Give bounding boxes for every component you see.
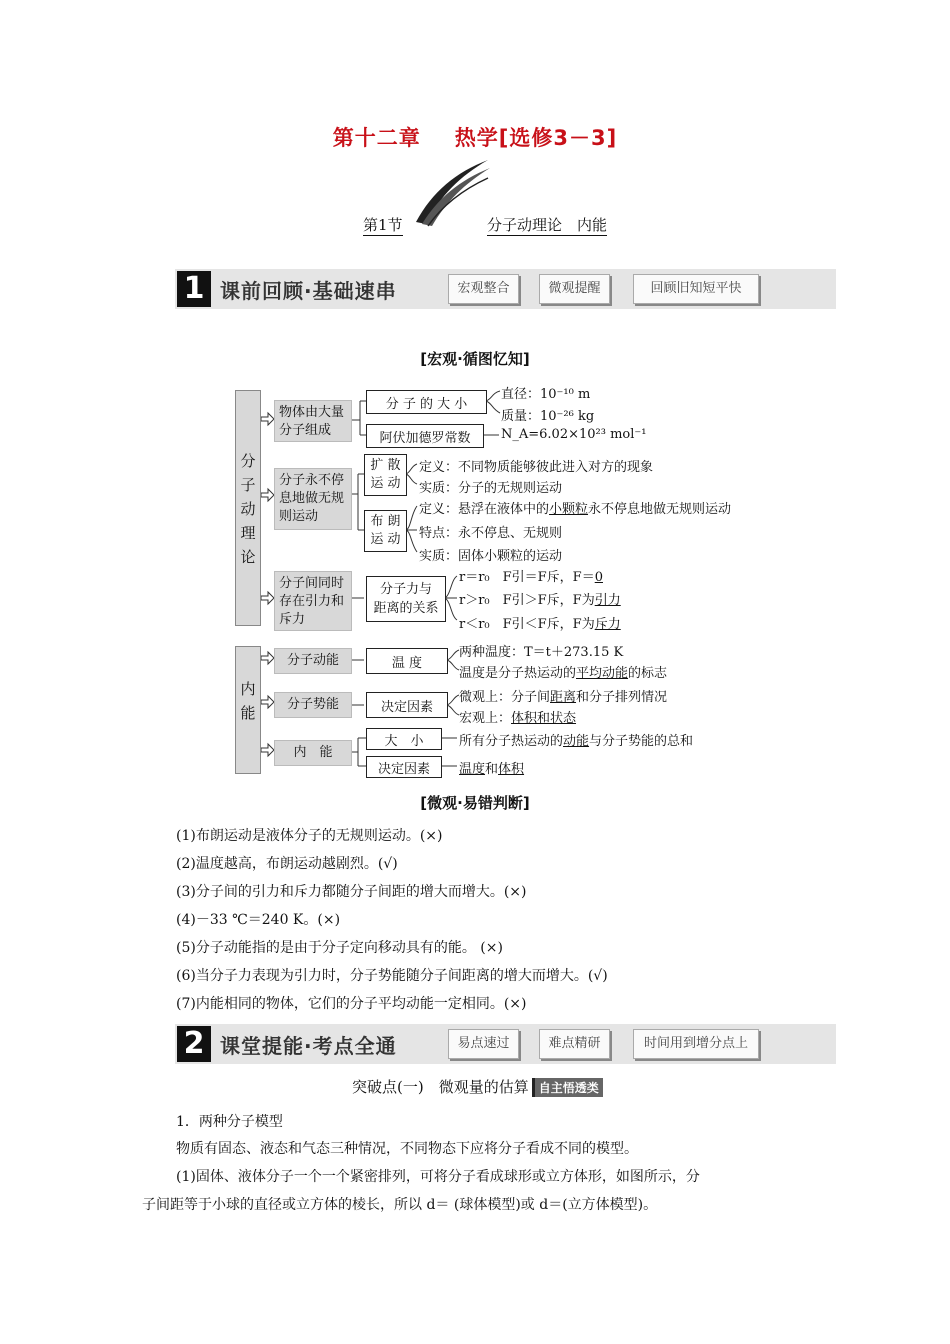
macro-title: [宏观·循图忆知] [420,350,530,368]
branch-internal: 内 能 [274,740,352,766]
section-title: 分子动理论 内能 [487,216,608,234]
judgement-2: (2)温度越高，布朗运动越剧烈。(√) [176,856,398,872]
judgement-5: (5)分子动能指的是由于分子定向移动具有的能。 (×) [176,940,503,956]
label-mass: 质量：10⁻²⁶ kg [501,409,595,424]
judgement-4: (4)－33 ℃＝240 K。(×) [176,912,341,928]
box-diffusion: 扩 散 运 动 [364,454,407,496]
tag-macro: 宏观整合 [448,274,519,304]
box-size: 分 子 的 大 小 [366,390,487,414]
group-molecular-theory: 分子动理论 [235,390,261,626]
box-factor-2: 决定因素 [366,756,442,778]
label-two-temperatures: 两种温度：T＝t＋273.15 K [459,645,624,660]
group-internal-energy: 内能 [235,646,261,774]
chapter-number: 第十二章 [332,126,421,150]
judgement-3: (3)分子间的引力和斥力都随分子间距的增大而增大。(×) [176,884,527,900]
label-internal-magnitude: 所有分子热运动的动能与分子势能的总和 [459,734,694,749]
label-internal-factors: 温度和体积 [459,762,525,777]
tag-micro: 微观提醒 [539,274,610,304]
banner-number: 1 [177,271,211,307]
banner-title: 课前回顾·基础速串 [220,279,397,303]
tag-review: 回顾旧知短平快 [633,274,759,304]
branch-motion: 分子永不停息地做无规则运动 [274,468,352,530]
banner-number: 2 [177,1026,211,1062]
label-potential-micro: 微观上：分子间距离和分子排列情况 [459,690,668,705]
judgement-6: (6)当分子力表现为引力时，分子势能随分子间距离的增大而增大。(√) [176,968,608,984]
tag-easy: 易点速过 [448,1029,519,1059]
body-paragraph-1: 物质有固态、液态和气态三种情况，不同物态下应将分子看成不同的模型。 [176,1141,638,1157]
label-temperature-sign: 温度是分子热运动的平均动能的标志 [459,666,668,681]
box-brownian: 布 朗 运 动 [364,510,407,552]
body-heading: 1．两种分子模型 [176,1114,283,1130]
label-brownian-essence: 实质：固体小颗粒的运动 [419,549,563,564]
micro-title: [微观·易错判断] [420,794,530,812]
banner-section-2 [175,1024,836,1064]
box-force-distance: 分子力与 距离的关系 [366,576,446,622]
branch-composition: 物体由大量分子组成 [274,400,352,442]
branch-potential: 分子势能 [274,692,352,718]
judgement-7: (7)内能相同的物体，它们的分子平均动能一定相同。(×) [176,996,527,1012]
label-brownian-feature: 特点：永不停息、无规则 [419,526,563,541]
body-paragraph-3: 子间距等于小球的直径或立方体的棱长，所以 d＝ (球体模型)或 d＝(立方体模型)。 [142,1197,658,1213]
label-diffusion-essence: 实质：分子的无规则运动 [419,481,563,496]
breakthrough-heading [352,1076,603,1097]
judgement-1: (1)布朗运动是液体分子的无规则运动。(×) [176,828,443,844]
branch-force: 分子间同时存在引力和斥力 [274,571,352,631]
branch-kinetic: 分子动能 [274,648,352,674]
body-paragraph-2: (1)固体、液体分子一个一个紧密排列，可将分子看成球形或立方体形，如图所示，分 [176,1169,700,1185]
box-avogadro: 阿伏加德罗常数 [366,424,484,448]
label-force-less: r＜r₀ F引＜F斥，F为斥力 [459,617,621,632]
banner-title: 课堂提能·考点全通 [220,1034,397,1058]
label-diffusion-def: 定义：不同物质能够彼此进入对方的现象 [419,460,654,475]
label-diameter: 直径：10⁻¹⁰ m [501,387,591,402]
label-potential-macro: 宏观上：体积和状态 [459,711,577,726]
tag-time: 时间用到增分点上 [633,1029,759,1059]
box-temperature: 温 度 [366,648,448,674]
label-brownian-def: 定义：悬浮在液体中的小颗粒永不停息地做无规则运动 [419,502,732,517]
box-magnitude: 大 小 [366,728,442,750]
breakthrough-title: 突破点(一) 微观量的估算 [352,1078,529,1096]
box-factor: 决定因素 [366,692,448,718]
label-avogadro-value: N_A=6.02×10²³ mol⁻¹ [501,427,647,442]
breakthrough-tag: 自主悟透类 [532,1078,603,1097]
label-force-greater: r＞r₀ F引＞F斥，F为引力 [459,593,621,608]
section-number: 第1节 [363,216,403,234]
label-force-equal: r＝r₀ F引＝F斥，F＝0 [459,570,603,585]
chapter-name: 热学[选修3－3] [454,126,618,150]
tag-hard: 难点精研 [539,1029,610,1059]
